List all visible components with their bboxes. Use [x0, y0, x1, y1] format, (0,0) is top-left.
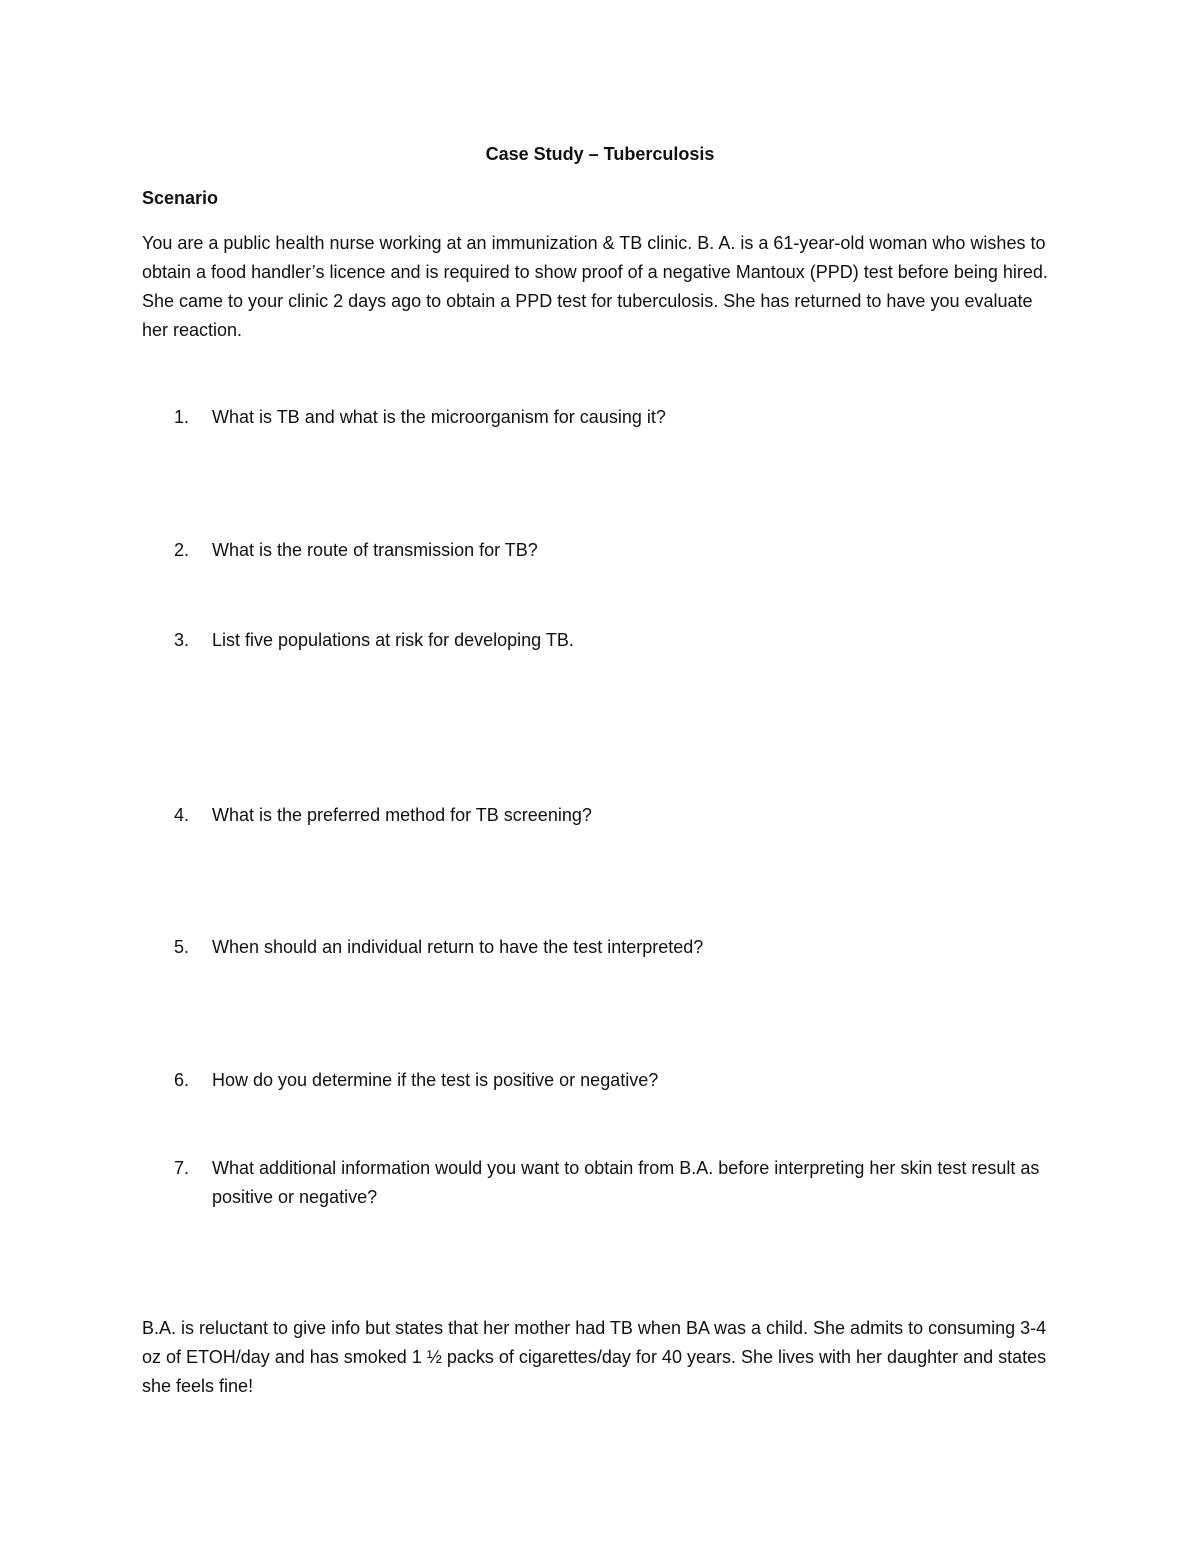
question-text: How do you determine if the test is positive or negative? — [212, 1070, 659, 1090]
question-number: 1. — [174, 407, 190, 427]
question-number: 3. — [174, 630, 190, 650]
question-number: 7. — [174, 1158, 190, 1178]
question-item — [142, 536, 1042, 565]
question-number: 6. — [174, 1070, 190, 1090]
question-item — [142, 403, 1042, 432]
section-heading: Scenario — [142, 188, 219, 208]
closing-paragraph: B.A. is reluctant to give info but states that her mother had TB when BA was a child. She admits to consuming 3-4 oz of ETOH/day and has smoked 1 ½ packs of cigarettes/day for 40 years. She lives with her daughter and states she feels fine! — [142, 1318, 1047, 1396]
question-text: List five populations at risk for developing TB. — [212, 630, 574, 650]
document-title: Case Study – Tuberculosis — [485, 144, 715, 164]
question-item — [142, 1154, 1042, 1212]
question-text: What is the route of transmission for TB? — [212, 540, 538, 560]
question-text: What is TB and what is the microorganism for causing it? — [212, 407, 666, 427]
question-text: What is the preferred method for TB screening? — [212, 805, 592, 825]
question-item — [142, 801, 1042, 830]
scenario-paragraph: You are a public health nurse working at an immunization & TB clinic. B. A. is a 61-year-old woman who wishes to obtain a food handler’s licence and is required to show proof of a negative Mantoux (PPD) test before being hired. She came to your clinic 2 days ago to obtain a PPD test for tuberculosis. She has returned to have you evaluate her reaction. — [142, 233, 1048, 340]
question-text: What additional information would you want to obtain from B.A. before interpreting her skin test result as positive or negative? — [212, 1158, 1040, 1207]
question-item — [142, 626, 1042, 655]
question-number: 5. — [174, 937, 190, 957]
question-number: 2. — [174, 540, 190, 560]
question-number: 4. — [174, 805, 190, 825]
question-item — [142, 933, 1042, 962]
question-text: When should an individual return to have the test interpreted? — [212, 937, 704, 957]
question-item — [142, 1066, 1042, 1095]
